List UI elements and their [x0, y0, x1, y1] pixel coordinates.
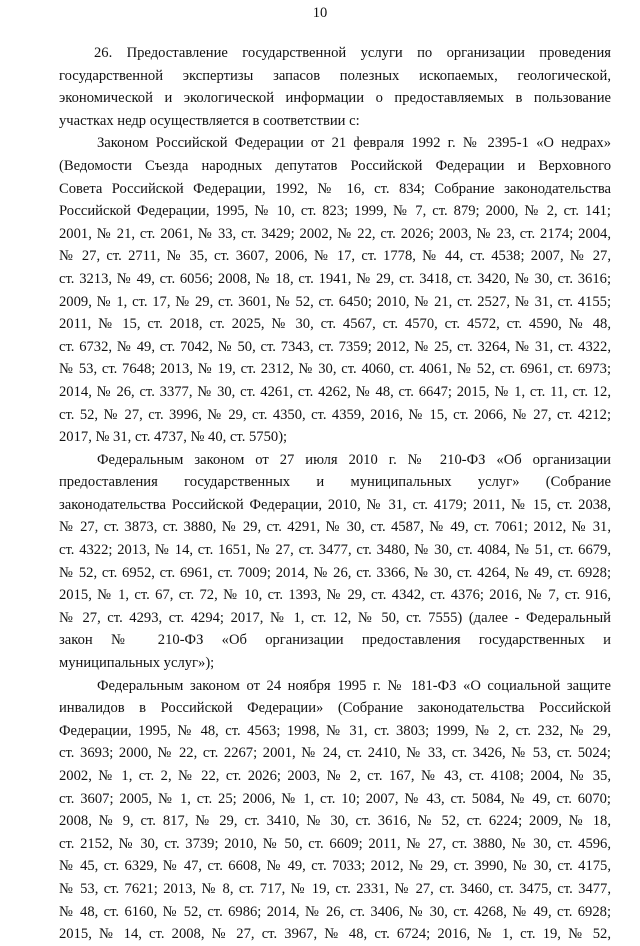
- text-line: № 27, ст. 3873, ст. 3880, № 29, ст. 4291, № 30, ст. 4587, № 49, ст. 7061; 2012, № 31,: [59, 519, 611, 536]
- paragraph-item-26: [59, 42, 611, 132]
- text-line: ст. 3213, № 49, ст. 6056; 2008, № 18, ст. 1941, № 29, ст. 3418, ст. 3420, № 30, ст. 3616;: [59, 270, 611, 287]
- text-line: 2011, № 15, ст. 2018, ст. 2025, № 30, ст. 4567, ст. 4570, ст. 4572, ст. 4590, № 48,: [59, 316, 611, 333]
- text-line: Федеральным законом от 24 ноября 1995 г. № 181-ФЗ «О социальной защите: [97, 677, 611, 694]
- text-line: (Ведомости Съезда народных депутатов Российской Федерации и Верховного: [59, 157, 611, 174]
- text-line: 2009, № 1, ст. 17, № 29, ст. 3601, № 52, ст. 6450; 2010, № 21, ст. 2527, № 31, ст. 4155;: [59, 293, 611, 310]
- text-line: 2014, № 26, ст. 3377, № 30, ст. 4261, ст. 4262, № 48, ст. 6647; 2015, № 1, ст. 11, ст. 12,: [59, 383, 611, 400]
- text-line: № 27, ст. 4293, ст. 4294; 2017, № 1, ст. 12, № 50, ст. 7555) (далее - Федеральный: [59, 609, 611, 626]
- text-line: Законом Российской Федерации от 21 февраля 1992 г. № 2395-1 «О недрах»: [97, 135, 611, 152]
- text-line: 2015, № 1, ст. 67, ст. 72, № 10, ст. 1393, № 29, ст. 4342, ст. 4376; 2016, № 7, ст. 916,: [59, 587, 611, 604]
- text-line: закон № 210-ФЗ «Об организации предоставления государственных и: [59, 632, 611, 649]
- text-line: государственной экспертизы запасов полезных ископаемых, геологической,: [59, 67, 611, 84]
- text-line: ст. 4322; 2013, № 14, ст. 1651, № 27, ст. 3477, ст. 3480, № 30, ст. 4084, № 51, ст. 6679,: [59, 542, 611, 559]
- text-line: 2001, № 21, ст. 2061, № 33, ст. 3429; 2002, № 22, ст. 2026; 2003, № 23, ст. 2174; 2004,: [59, 225, 611, 242]
- text-line: ст. 6732, № 49, ст. 7042, № 50, ст. 7343, ст. 7359; 2012, № 25, ст. 3264, № 31, ст. 4322,: [59, 338, 611, 355]
- text-line: Федеральным законом от 27 июля 2010 г. № 210-ФЗ «Об организации: [97, 451, 611, 468]
- text-line: инвалидов в Российской Федерации» (Собрание законодательства Российской: [59, 700, 611, 717]
- text-line: муниципальных услуг»);: [59, 655, 215, 672]
- paragraph-law-subsoil: [59, 132, 611, 448]
- text-line: экономической и экологической информации о предоставляемых в пользование: [59, 90, 611, 107]
- text-line: 2002, № 1, ст. 2, № 22, ст. 2026; 2003, № 2, ст. 167, № 43, ст. 4108; 2004, № 35,: [59, 768, 611, 784]
- text-line: участках недр осуществляется в соответствии с:: [59, 112, 360, 129]
- text-line: № 45, ст. 6329, № 47, ст. 6608, № 49, ст. 7033; 2012, № 29, ст. 3990, № 30, ст. 4175,: [59, 858, 611, 875]
- text-line: законодательства Российской Федерации, 2010, № 31, ст. 4179; 2011, № 15, ст. 2038,: [59, 496, 611, 513]
- text-line: ст. 2152, № 30, ст. 3739; 2010, № 50, ст. 6609; 2011, № 27, ст. 3880, № 30, ст. 4596,: [59, 835, 611, 852]
- text-line: ст. 52, № 27, ст. 3996, № 29, ст. 4350, ст. 4359, 2016, № 15, ст. 2066, № 27, ст. 4212;: [59, 406, 611, 423]
- text-line: № 53, ст. 7621; 2013, № 8, ст. 717, № 19, ст. 2331, № 27, ст. 3460, ст. 3475, ст. 3477,: [59, 880, 611, 897]
- page-number: 10: [312, 5, 328, 21]
- text-line: Федерации, 1995, № 48, ст. 4563; 1998, № 31, ст. 3803; 1999, № 2, ст. 232, № 29,: [59, 722, 611, 739]
- text-line: № 27, ст. 2711, № 35, ст. 3607, 2006, № 17, ст. 1778, № 44, ст. 4538; 2007, № 27,: [59, 248, 611, 265]
- text-line: предоставления государственных и муниципальных услуг» (Собрание: [59, 474, 611, 491]
- document-body: [59, 42, 611, 946]
- text-line: № 52, ст. 6952, ст. 6961, ст. 7009; 2014, № 26, ст. 3366, № 30, ст. 4264, № 49, ст. 6928;: [59, 564, 611, 581]
- paragraph-law-210: [59, 449, 611, 675]
- text-line: № 48, ст. 6160, № 52, ст. 6986; 2014, № 26, ст. 3406, № 30, ст. 4268, № 49, ст. 6928;: [59, 903, 611, 920]
- text-line: 26. Предоставление государственной услуги по организации проведения: [94, 45, 611, 61]
- paragraph-law-181: [59, 675, 611, 946]
- text-line: Российской Федерации, 1995, № 10, ст. 823; 1999, № 7, ст. 879; 2000, № 2, ст. 141;: [59, 203, 611, 220]
- text-line: Совета Российской Федерации, 1992, № 16, ст. 834; Собрание законодательства: [59, 180, 611, 197]
- text-line: ст. 3693; 2000, № 22, ст. 2267; 2001, № 24, ст. 2410, № 33, ст. 3426, № 53, ст. 5024;: [59, 745, 611, 762]
- text-line: 2008, № 9, ст. 817, № 29, ст. 3410, № 30, ст. 3616, № 52, ст. 6224; 2009, № 18,: [59, 813, 611, 830]
- text-line: № 53, ст. 7648; 2013, № 19, ст. 2312, № 30, ст. 4060, ст. 4061, № 52, ст. 6961, ст. 6973;: [59, 361, 611, 378]
- text-line: 2015, № 14, ст. 2008, № 27, ст. 3967, № 48, ст. 6724; 2016, № 1, ст. 19, № 52,: [59, 926, 611, 943]
- text-line: ст. 3607; 2005, № 1, ст. 25; 2006, № 1, ст. 10; 2007, № 43, ст. 5084, № 49, ст. 6070;: [59, 790, 611, 807]
- text-line: 2017, № 31, ст. 4737, № 40, ст. 5750);: [59, 429, 288, 446]
